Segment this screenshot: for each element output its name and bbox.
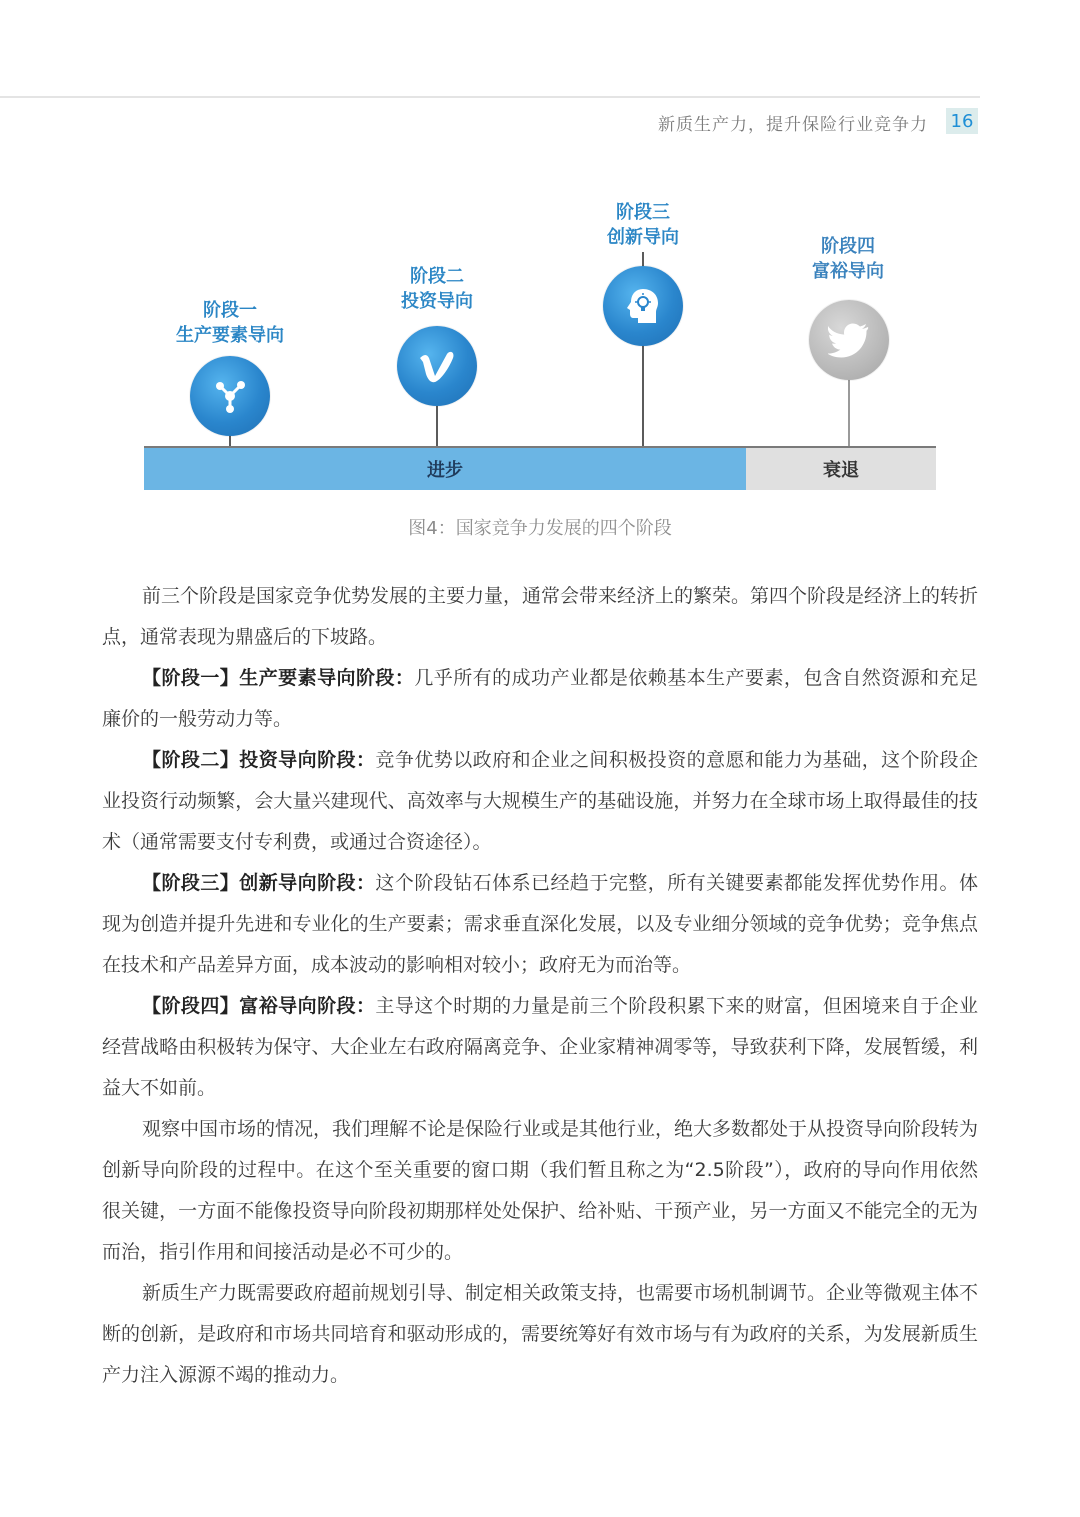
conclusion-paragraph: 新质生产力既需要政府超前规划引导、制定相关政策支持，也需要市场机制调节。企业等微观主体不断的创新，是政府和市场共同培育和驱动形成的，需要统筹好有效市场与有为政府的关系，为发展新质生产力注入源源不竭的推动力。 (102, 1282, 979, 1386)
stage-1-number: 阶段一 (203, 300, 257, 321)
stage-3-number: 阶段三 (616, 202, 670, 223)
stage-1-paragraph (102, 658, 978, 740)
stage-4-number: 阶段四 (821, 236, 875, 257)
decline-bar: 衰退 (746, 448, 936, 490)
stage-2-text: 竞争优势以政府和企业之间积极投资的意愿和能力为基础，这个阶段企业投资行动频繁，会大量兴建现代、高效率与大规模生产的基础设施，并努力在全球市场上取得最佳的技术（通常需要支付专利费，或通过合资途径）。 (102, 749, 978, 853)
stage-1-text: 几乎所有的成功产业都是依赖基本生产要素，包含自然资源和充足廉价的一般劳动力等。 (102, 667, 978, 730)
figure-caption: 图4：国家竞争力发展的四个阶段 (408, 518, 672, 539)
stage-3-circle (603, 266, 683, 346)
head-lightbulb-icon (623, 285, 663, 327)
intro-paragraph: 前三个阶段是国家竞争优势发展的主要力量，通常会带来经济上的繁荣。第四个阶段是经济上的转折点，通常表现为鼎盛后的下坡路。 (102, 585, 979, 648)
stage-3-label (553, 200, 733, 250)
header-title: 新质生产力，提升保险行业竞争力 (658, 115, 928, 135)
stage-3-heading: 【阶段三】创新导向阶段： (142, 872, 376, 894)
stage-diagram (0, 180, 1080, 500)
stage-1-label (140, 298, 320, 348)
stage-1-name: 生产要素导向 (176, 325, 284, 346)
vimeo-v-icon (415, 346, 459, 386)
network-nodes-icon (210, 376, 250, 416)
header-divider (0, 96, 980, 98)
stage-2-number: 阶段二 (410, 266, 464, 287)
stage-2-name: 投资导向 (401, 291, 473, 312)
page-number-badge: 16 (946, 108, 978, 134)
stage-2-heading: 【阶段二】投资导向阶段： (142, 749, 376, 771)
stage-3-paragraph (102, 863, 978, 986)
stage-1-heading: 【阶段一】生产要素导向阶段： (142, 667, 415, 689)
stage-2-label (347, 264, 527, 314)
stage-3-name: 创新导向 (607, 227, 679, 248)
progress-bar: 进步 (144, 448, 746, 490)
stage-2-circle (397, 326, 477, 406)
stage-3-text: 这个阶段钻石体系已经趋于完整，所有关键要素都能发挥优势作用。体现为创造并提升先进和专业化的生产要素；需求垂直深化发展，以及专业细分领域的竞争优势；竞争焦点在技术和产品差异方面，成本波动的影响相对较小；政府无为而治等。 (102, 872, 978, 976)
stage-4-paragraph (102, 986, 978, 1109)
stage-1-circle (190, 356, 270, 436)
stage-2-stem (436, 406, 438, 448)
stage-4-stem (848, 380, 850, 448)
stage-2-paragraph (102, 740, 978, 863)
stage-4-name: 富裕导向 (812, 261, 884, 282)
bird-icon (828, 322, 870, 358)
stage-4-label (758, 234, 938, 284)
stage-4-text: 主导这个时期的力量是前三个阶段积累下来的财富，但困境来自于企业经营战略由积极转为保守、大企业左右政府隔离竞争、企业家精神凋零等，导致获利下降，发展暂缓，利益大不如前。 (102, 995, 978, 1099)
china-market-paragraph: 观察中国市场的情况，我们理解不论是保险行业或是其他行业，绝大多数都处于从投资导向阶段转为创新导向阶段的过程中。在这个至关重要的窗口期（我们暂且称之为“2.5阶段”），政府的导向作用依然很关键，一方面不能像投资导向阶段初期那样处处保护、给补贴、干预产业，另一方面又不能完全的无为而治，指引作用和间接活动是必不可少的。 (102, 1118, 979, 1263)
stage-4-circle (809, 300, 889, 380)
body-text (102, 576, 978, 1396)
stage-4-heading: 【阶段四】富裕导向阶段： (142, 995, 376, 1017)
